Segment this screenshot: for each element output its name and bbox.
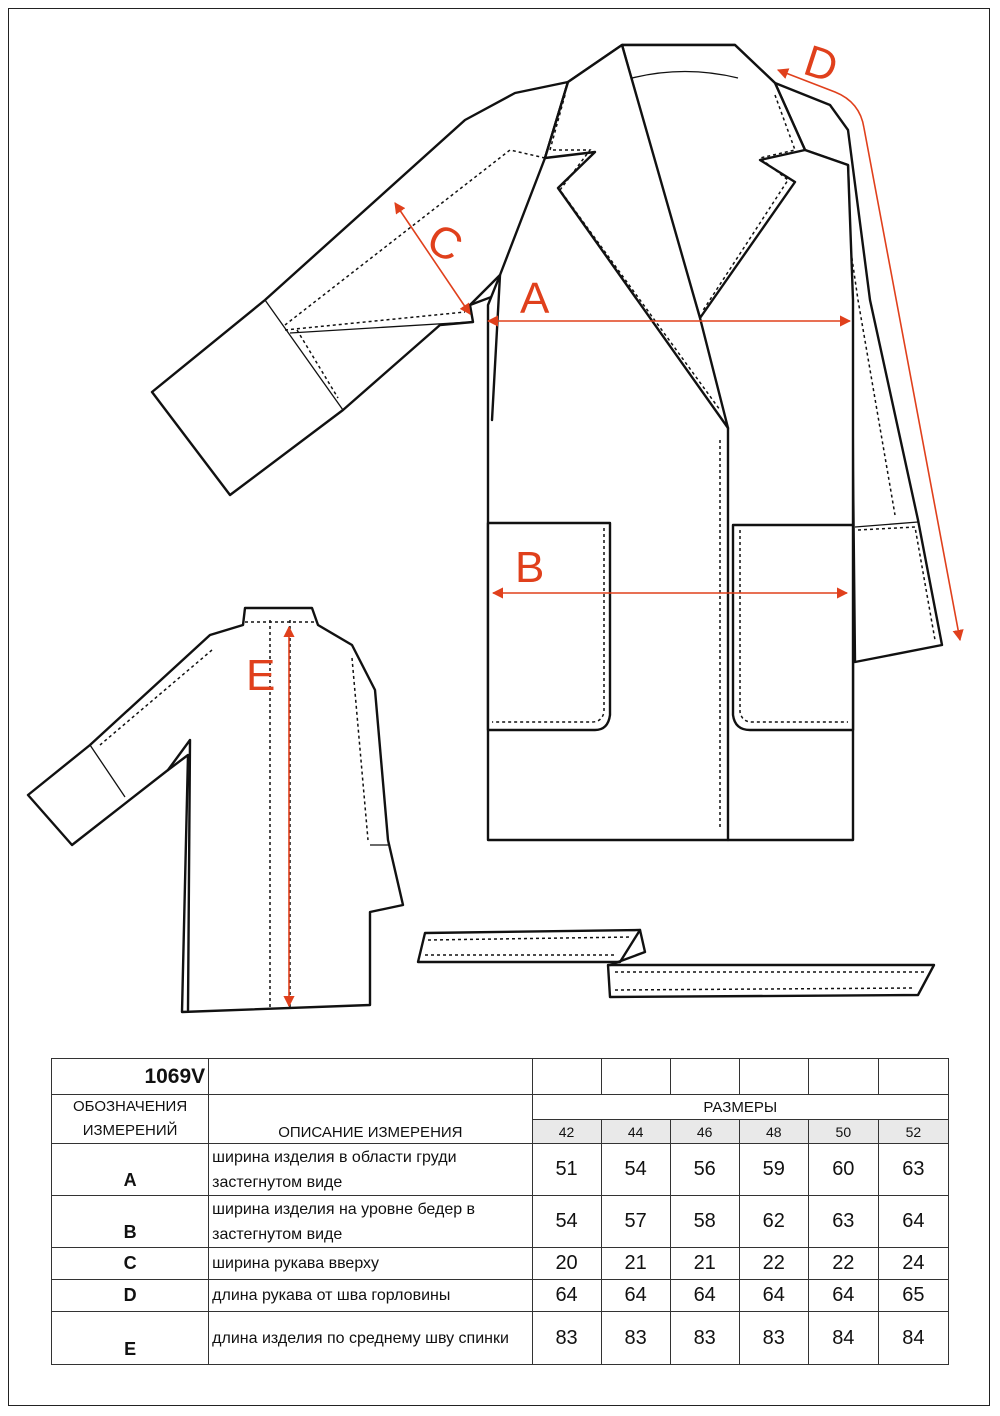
measurement-value: 64	[601, 1280, 670, 1312]
measurement-value: 21	[601, 1248, 670, 1280]
measurement-value: 58	[670, 1196, 739, 1248]
coat-back-view	[28, 608, 403, 1012]
measurement-value: 22	[739, 1248, 808, 1280]
sizes-header: РАЗМЕРЫ	[532, 1095, 948, 1120]
description-header: ОПИСАНИЕ ИЗМЕРЕНИЯ	[209, 1095, 532, 1144]
belt	[418, 930, 934, 997]
size-cell: 46	[670, 1120, 739, 1144]
measurement-code: B	[52, 1196, 209, 1248]
dimension-label-d: D	[798, 35, 844, 93]
size-cell: 42	[532, 1120, 601, 1144]
measurement-value: 84	[878, 1312, 948, 1365]
measurement-value: 22	[808, 1248, 878, 1280]
measurement-value: 83	[532, 1312, 601, 1365]
measurement-value: 83	[601, 1312, 670, 1365]
measurement-value: 54	[601, 1144, 670, 1196]
size-spec-table	[51, 1058, 949, 1365]
measurement-code: A	[52, 1144, 209, 1196]
size-cell: 50	[808, 1120, 878, 1144]
measurement-value: 57	[601, 1196, 670, 1248]
code-header: ОБОЗНАЧЕНИЯ ИЗМЕРЕНИЙ	[52, 1095, 209, 1144]
measurement-value: 63	[808, 1196, 878, 1248]
measurement-value: 64	[532, 1280, 601, 1312]
measurement-code: C	[52, 1248, 209, 1280]
header-row	[52, 1095, 949, 1120]
measurement-description: ширина изделия в области груди застегнутом виде	[209, 1144, 532, 1196]
measurement-description: ширина рукава вверху	[209, 1248, 532, 1280]
measurement-value: 62	[739, 1196, 808, 1248]
measurement-value: 64	[739, 1280, 808, 1312]
measurement-description: длина изделия по среднему шву спинки	[209, 1312, 532, 1365]
table-row	[52, 1312, 949, 1365]
size-cell: 48	[739, 1120, 808, 1144]
measurement-value: 64	[670, 1280, 739, 1312]
measurement-description: ширина изделия на уровне бедер в застегнутом виде	[209, 1196, 532, 1248]
size-cell: 52	[878, 1120, 948, 1144]
measurement-value: 51	[532, 1144, 601, 1196]
table-row	[52, 1196, 949, 1248]
measurement-value: 24	[878, 1248, 948, 1280]
measurement-value: 64	[878, 1196, 948, 1248]
measurement-value: 20	[532, 1248, 601, 1280]
dimension-label-b: B	[515, 543, 545, 592]
dimension-label-e: E	[246, 651, 276, 700]
table-row	[52, 1144, 949, 1196]
measurement-value: 83	[670, 1312, 739, 1365]
measurement-value: 64	[808, 1280, 878, 1312]
model-number: 1069V	[52, 1059, 209, 1095]
measurement-code: D	[52, 1280, 209, 1312]
measurement-value: 54	[532, 1196, 601, 1248]
size-cell: 44	[601, 1120, 670, 1144]
measurement-description: длина рукава от шва горловины	[209, 1280, 532, 1312]
dimension-label-a: A	[520, 274, 550, 323]
measurement-code: E	[52, 1312, 209, 1365]
measurement-value: 59	[739, 1144, 808, 1196]
measurement-value: 83	[739, 1312, 808, 1365]
model-row	[52, 1059, 949, 1095]
measurement-value: 63	[878, 1144, 948, 1196]
table-row	[52, 1248, 949, 1280]
measurement-value: 65	[878, 1280, 948, 1312]
measurement-value: 84	[808, 1312, 878, 1365]
measurement-value: 56	[670, 1144, 739, 1196]
dimension-label-c: C	[419, 214, 471, 273]
table-row	[52, 1280, 949, 1312]
measurement-value: 60	[808, 1144, 878, 1196]
measurement-value: 21	[670, 1248, 739, 1280]
